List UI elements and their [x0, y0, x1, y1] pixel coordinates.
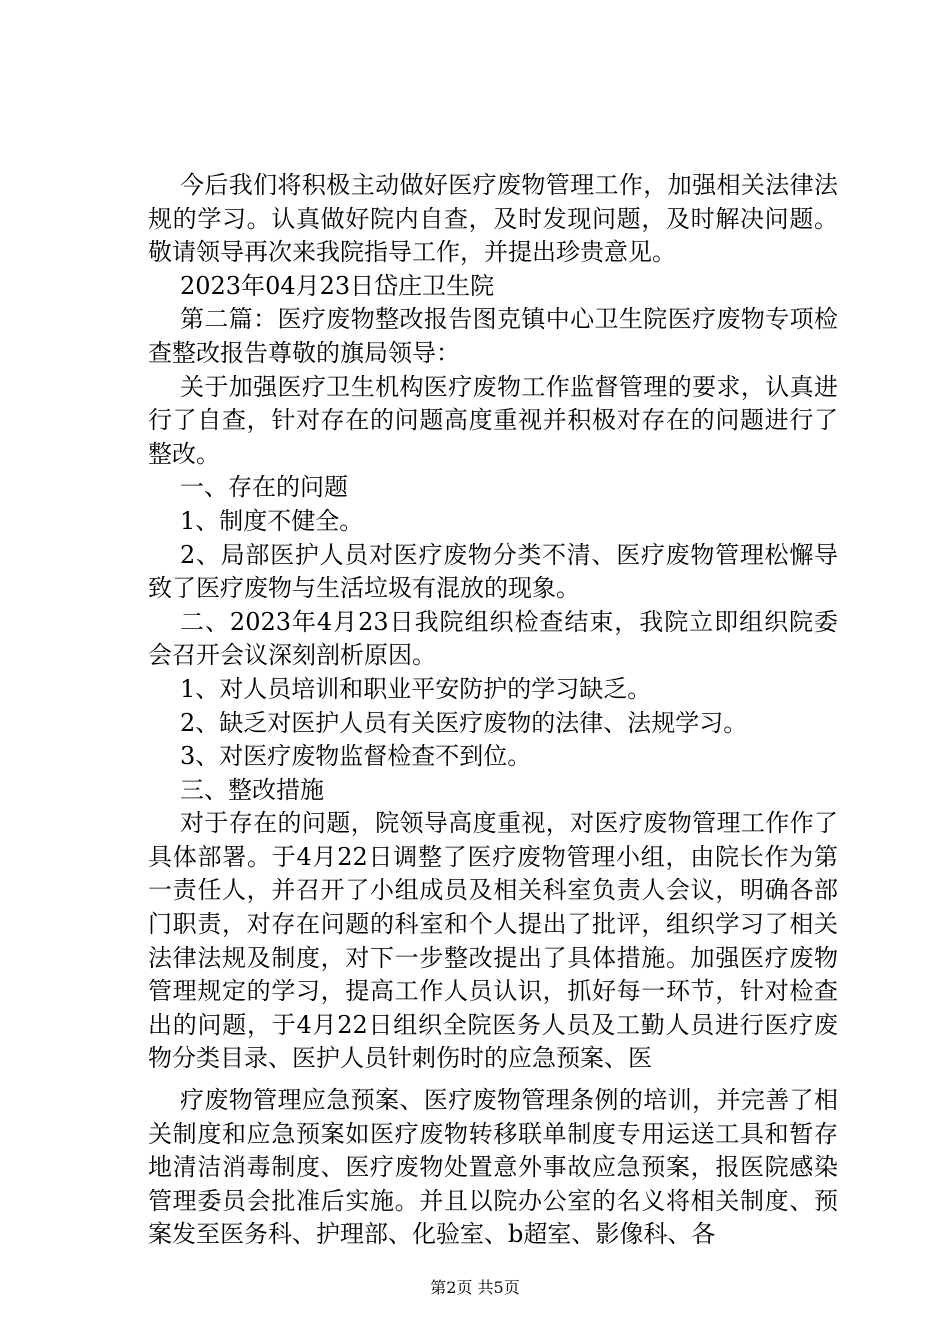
paragraph-intro: 关于加强医疗卫生机构医疗废物工作监督管理的要求，认真进行了自查，针对存在的问题高度重视并积极对存在的问题进行了整改。: [148, 372, 838, 468]
list-item-problem-2: 2、局部医护人员对医疗废物分类不清、医疗废物管理松懈导致了医疗废物与生活垃圾有混放的现象。: [148, 540, 838, 603]
section-heading-measures: 三、整改措施: [180, 775, 324, 804]
paragraph-second-article-title: 第二篇：医疗废物整改报告图克镇中心卫生院医疗废物专项检查整改报告尊敬的旗局领导：: [148, 305, 838, 367]
paragraph-measures-detail: 对于存在的问题，院领导高度重视，对医疗废物管理工作作了具体部署。于4月22日调整了医疗废物管理小组，由院长作为第一责任人，并召开了小组成员及相关科室负责人会议，明确各部门职责，对存在问题的科室和个人提出了批评，组织学习了相关法律法规及制度，对下一步整改提出了具体措施。加强医疗废物管理规定的学习，提高工作人员认识，抓好每一环节，针对检查出的问题，于4月22日组织全院医务人员及工勤人员进行医疗废物分类目录、医护人员针刺伤时的应急预案、医: [148, 809, 838, 1073]
list-item-problem-1: 1、制度不健全。: [180, 506, 364, 535]
paragraph-date-signature: 2023年04月23日岱庄卫生院: [180, 271, 495, 300]
paragraph-closing-commitment: 今后我们将积极主动做好医疗废物管理工作，加强相关法律法规的学习。认真做好院内自查，及时发现问题，及时解决问题。敬请领导再次来我院指导工作，并提出珍贵意见。: [148, 171, 838, 267]
section-heading-problems: 一、存在的问题: [180, 473, 348, 502]
document-body: [148, 169, 838, 1252]
list-item-cause-2: 2、缺乏对医护人员有关医疗废物的法律、法规学习。: [180, 708, 748, 737]
page-number-footer: 第2页 共5页: [430, 1278, 520, 1297]
paragraph-measures-continued: 疗废物管理应急预案、医疗废物管理条例的培训，并完善了相关制度和应急预案如医疗废物转移联单制度专用运送工具和暂存地清洁消毒制度、医疗废物处置意外事故应急预案，报医院感染管理委员会批准后实施。并且以院办公室的名义将相关制度、预案发至医务科、护理部、化验室、b超室、影像科、各: [148, 1086, 838, 1249]
list-item-cause-1: 1、对人员培训和职业平安防护的学习缺乏。: [180, 674, 652, 703]
list-item-cause-3: 3、对医疗废物监督检查不到位。: [180, 742, 532, 771]
section-heading-causes: 二、2023年4月23日我院组织检查结束，我院立即组织院委会召开会议深刻剖析原因。: [148, 607, 838, 670]
